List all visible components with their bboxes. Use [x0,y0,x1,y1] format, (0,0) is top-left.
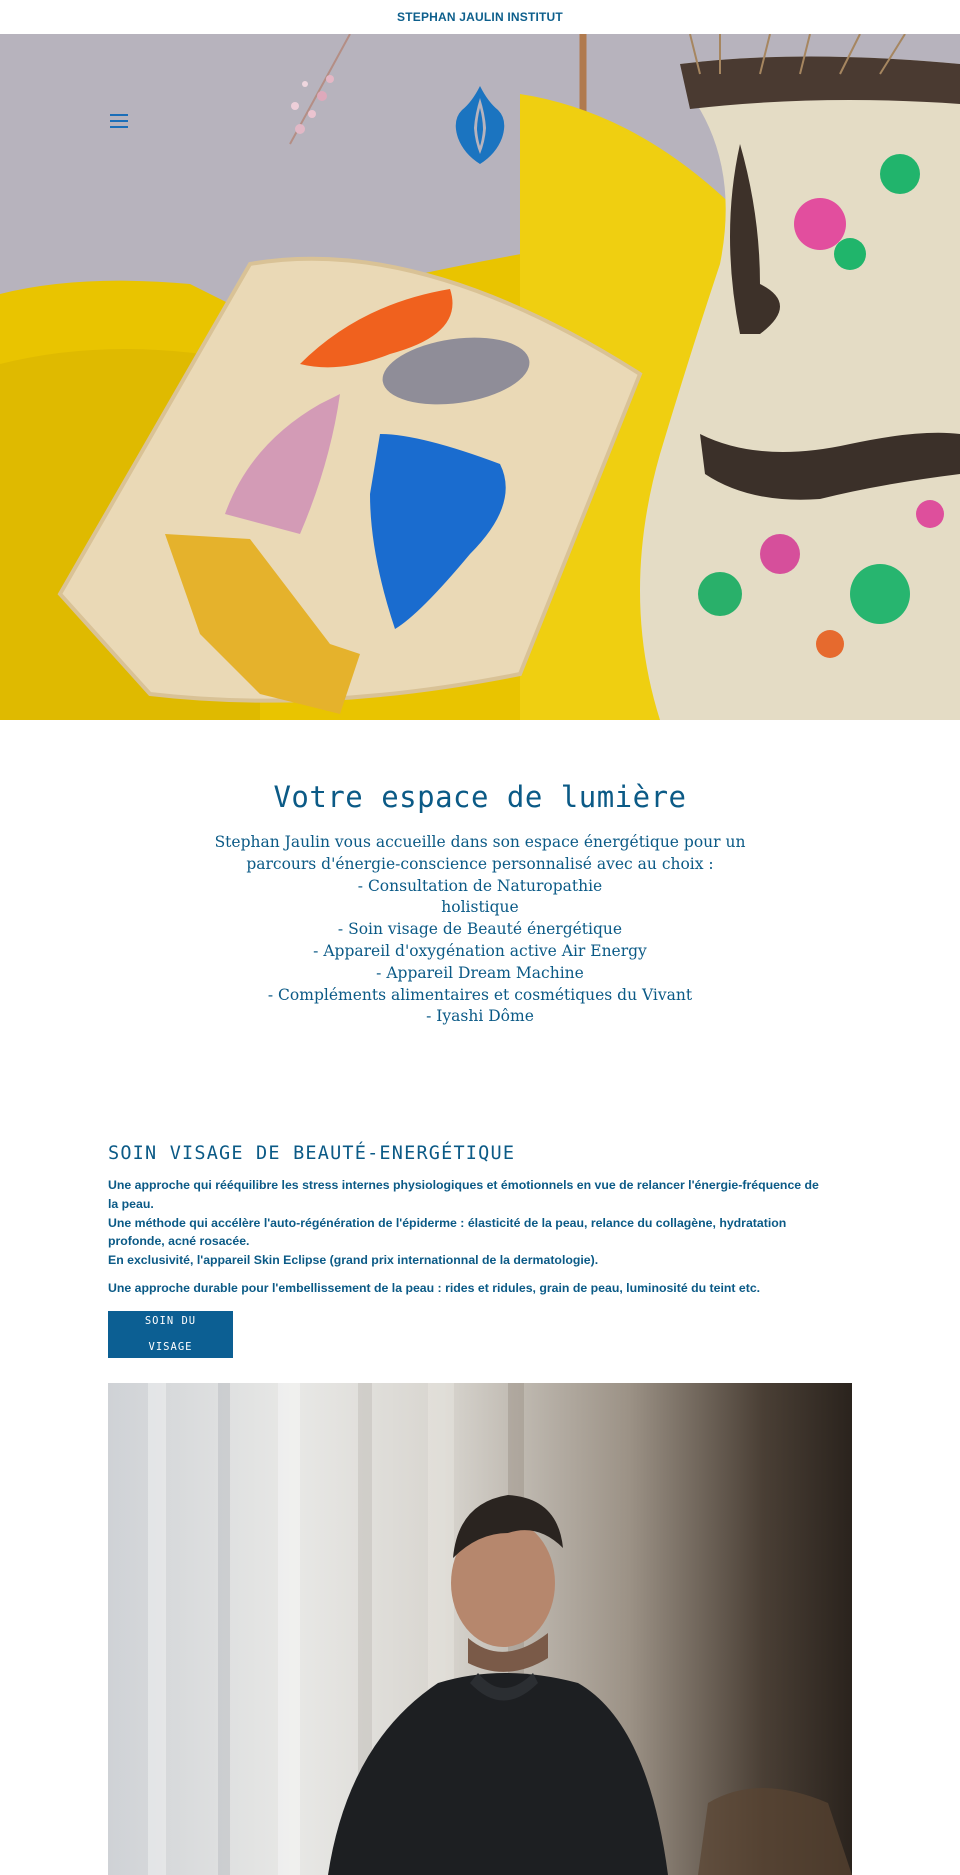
intro-text [0,832,960,1028]
button-label-line1: SOIN DU [144,1315,197,1327]
intro-line: - Soin visage de Beauté énergétique [337,920,623,939]
soin-du-visage-button[interactable] [108,1311,233,1358]
intro-line: Stephan Jaulin vous accueille dans son espace énergétique pour un [214,833,746,851]
lotus-flame-logo-icon[interactable] [452,84,508,166]
hero-image [0,34,960,720]
top-bar [0,0,960,34]
intro-section [0,780,960,1028]
section-paragraph [108,1176,848,1270]
intro-line: holistique [441,898,519,917]
portrait-illustration [108,1383,852,1875]
portrait-photo [108,1383,852,1875]
section-paragraph-last: Une approche durable pour l'embellissement de la peau : rides et ridules, grain de peau, luminosité du teint etc. [108,1280,761,1295]
hamburger-menu-icon[interactable] [110,114,132,132]
section-line: Une méthode qui accélère l'auto-régénération de l'épiderme : élasticité de la peau, relance du collagène, hydratation [108,1215,787,1230]
section-line: Une approche qui rééquilibre les stress internes physiologiques et émotionnels en vue de relancer l'énergie-fréquence de [108,1178,819,1192]
intro-line: - Consultation de Naturopathie [357,876,603,895]
intro-title: Votre espace de lumière [273,780,687,814]
button-label-line2: VISAGE [148,1341,193,1353]
section-line: En exclusivité, l'appareil Skin Eclipse (grand prix internationnal de la dermatologie). [108,1253,599,1268]
section-line: profonde, acné rosacée. [108,1234,250,1249]
section-title: SOIN VISAGE DE BEAUTÉ-ENERGÉTIQUE [108,1143,516,1164]
brand-link[interactable]: STEPHAN JAULIN INSTITUT [397,10,563,24]
section-line: la peau. [108,1196,154,1211]
soin-visage-section [108,1143,848,1298]
intro-line: parcours d'énergie-conscience personnalisé avec au choix : [246,854,714,873]
intro-line: - Appareil d'oxygénation active Air Energy [313,941,647,960]
intro-line: - Compléments alimentaires et cosmétiques du Vivant [267,985,693,1004]
intro-line: - Iyashi Dôme [426,1007,534,1026]
intro-line: - Appareil Dream Machine [376,963,584,982]
